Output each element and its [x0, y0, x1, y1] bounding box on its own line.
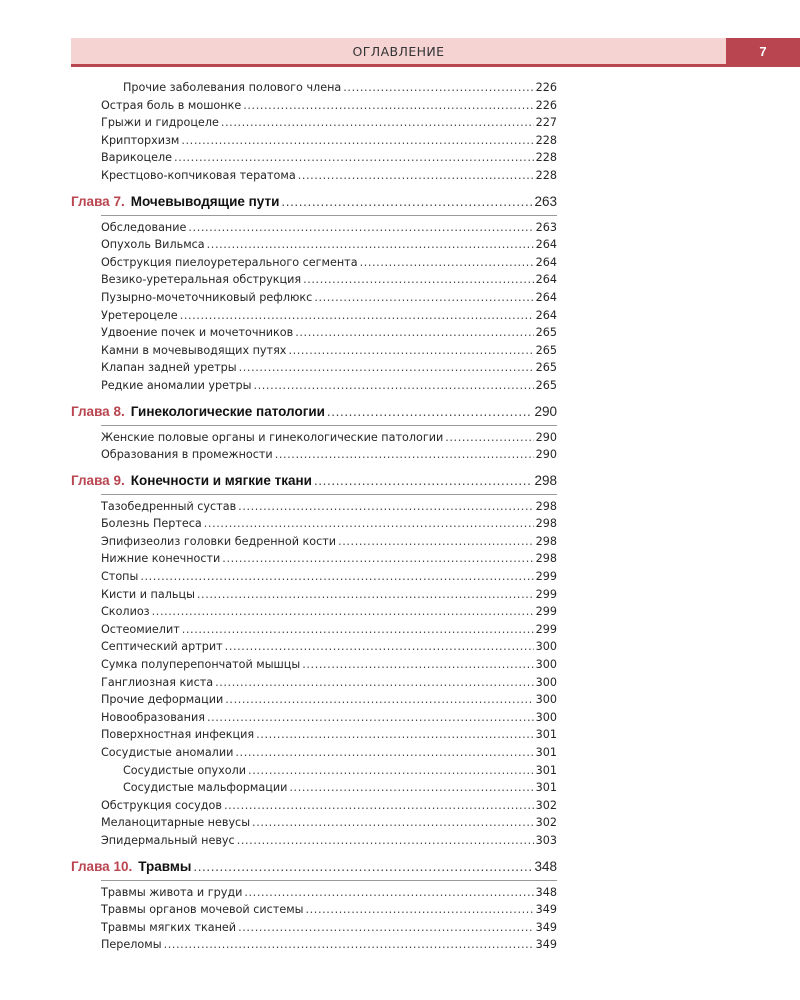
toc-entry[interactable] [71, 638, 557, 656]
toc-entry[interactable] [71, 132, 557, 150]
entry-title: Сколиоз [101, 605, 150, 619]
chapter-number: Глава 7. [71, 193, 125, 209]
entry-title: Кисти и пальцы [101, 587, 195, 601]
entry-page-number: 301 [535, 763, 557, 777]
entry-title: Везико-уретеральная обструкция [101, 273, 302, 287]
header-title: ОГЛАВЛЕНИЕ [352, 43, 445, 59]
entry-title: Удвоение почек и мочеточников [101, 326, 294, 340]
dot-leader [152, 603, 534, 621]
toc-subentry[interactable] [71, 79, 557, 97]
entry-title: Сумка полуперепончатой мышцы [101, 658, 301, 672]
entry-page-number: 264 [535, 238, 557, 252]
toc-entry[interactable] [71, 307, 557, 325]
chapter-title: Травмы [138, 858, 192, 874]
dot-leader [197, 586, 534, 604]
entry-page-number: 227 [535, 116, 557, 130]
dot-leader [174, 149, 534, 167]
dot-leader [248, 762, 534, 780]
entry-title: Клапан задней уретры [101, 361, 237, 375]
entry-title: Обструкция сосудов [101, 798, 222, 812]
entry-title: Травмы органов мочевой системы [101, 903, 304, 917]
entry-title: Редкие аномалии уретры [101, 378, 252, 392]
entry-title: Поверхностная инфекция [101, 728, 255, 742]
entry-title: Болезнь Пертеса [101, 517, 202, 531]
entry-title: Септический артрит [101, 640, 223, 654]
toc-entry[interactable] [71, 219, 557, 237]
entry-page-number: 302 [535, 798, 557, 812]
dot-leader [224, 797, 534, 815]
dot-leader [235, 744, 533, 762]
dot-leader [343, 79, 533, 97]
entry-title: Уретероцеле [101, 308, 178, 322]
entry-page-number: 265 [535, 361, 557, 375]
page-number: 7 [759, 43, 767, 59]
dot-leader [238, 498, 533, 516]
toc-entry[interactable] [71, 884, 557, 902]
dot-leader [314, 289, 533, 307]
entry-title: Ганглиозная киста [101, 675, 214, 689]
entry-page-number: 301 [535, 728, 557, 742]
entry-page-number: 299 [535, 622, 557, 636]
entry-page-number: 301 [535, 746, 557, 759]
dot-leader [252, 814, 534, 832]
dot-leader [243, 97, 533, 115]
entry-page-number: 265 [535, 326, 557, 340]
entry-page-number: 290 [535, 448, 557, 462]
dot-leader [215, 674, 534, 692]
entry-title: Травмы мягких тканей [101, 920, 237, 934]
toc-entry[interactable] [71, 550, 557, 568]
chapter-page-number: 298 [534, 472, 557, 488]
entry-title: Пузырно-мочеточниковый рефлюкс [101, 290, 313, 304]
entry-title: Сосудистые опухоли [123, 763, 247, 777]
toc-entry[interactable] [71, 586, 557, 604]
dot-leader [295, 324, 533, 342]
toc-entry[interactable] [71, 832, 557, 850]
toc-entry[interactable] [71, 498, 557, 516]
entry-page-number: 298 [535, 552, 557, 566]
entry-title: Варикоцеле [101, 151, 173, 165]
toc-entry[interactable] [71, 254, 557, 272]
entry-title: Сосудистые мальформации [123, 781, 288, 795]
dot-leader [207, 709, 534, 727]
entry-page-number: 290 [535, 430, 557, 444]
dot-leader [221, 114, 534, 132]
toc-entry[interactable] [71, 709, 557, 727]
chapter-divider [101, 880, 557, 881]
entry-title: Грыжи и гидроцеле [101, 116, 219, 130]
dot-leader [180, 307, 534, 325]
entry-title: Обследование [101, 220, 187, 234]
entry-page-number: 228 [535, 133, 557, 147]
chapter-divider [101, 494, 557, 495]
dot-leader [204, 515, 534, 533]
entry-title: Обструкция пиелоуретерального сегмента [101, 255, 358, 269]
entry-title: Образования в промежности [101, 448, 273, 462]
chapter-title: Гинекологические патологии [130, 403, 325, 419]
entry-title: Крипторхизм [101, 133, 180, 147]
entry-page-number: 301 [535, 781, 557, 795]
entry-page-number: 226 [535, 81, 557, 94]
dot-leader [181, 132, 533, 150]
toc-entry[interactable] [71, 324, 557, 342]
toc-entry[interactable] [71, 603, 557, 621]
entry-title: Новообразования [101, 710, 205, 724]
dot-leader [275, 446, 534, 464]
chapter-divider [101, 425, 557, 426]
chapter-heading[interactable] [71, 856, 557, 878]
dot-leader [289, 779, 533, 797]
chapter-number: Глава 10. [71, 858, 133, 874]
toc-subentry[interactable] [71, 762, 557, 780]
entry-page-number: 298 [535, 534, 557, 548]
chapter-heading[interactable] [71, 470, 557, 492]
toc-entry[interactable] [71, 936, 557, 954]
dot-leader [298, 167, 534, 185]
dot-leader [281, 191, 532, 213]
dot-leader [445, 429, 533, 447]
entry-page-number: 300 [535, 675, 557, 689]
toc-entry[interactable] [71, 167, 557, 185]
toc-entry[interactable] [71, 797, 557, 815]
entry-title: Камни в мочевыводящих путях [101, 343, 287, 357]
entry-page-number: 265 [535, 378, 557, 392]
toc-entry[interactable] [71, 271, 557, 289]
entry-page-number: 299 [535, 587, 557, 601]
toc-entry[interactable] [71, 377, 557, 395]
dot-leader [140, 568, 533, 586]
toc-entry[interactable] [71, 621, 557, 639]
dot-leader [288, 342, 533, 360]
page-number-badge [726, 38, 800, 64]
entry-page-number: 300 [535, 658, 557, 672]
toc-entry[interactable] [71, 114, 557, 132]
toc-entry[interactable] [71, 901, 557, 919]
entry-page-number: 264 [535, 255, 557, 269]
toc-entry[interactable] [71, 446, 557, 464]
chapter-page-number: 263 [534, 193, 557, 209]
toc-entry[interactable] [71, 568, 557, 586]
entry-page-number: 349 [535, 903, 557, 917]
chapter-number: Глава 8. [71, 403, 125, 419]
entry-page-number: 264 [535, 290, 557, 304]
chapter-heading[interactable] [71, 401, 557, 423]
entry-page-number: 300 [535, 693, 557, 707]
entry-page-number: 298 [535, 499, 557, 513]
toc-entry[interactable] [71, 674, 557, 692]
entry-title: Остеомиелит [101, 622, 180, 636]
entry-page-number: 299 [535, 605, 557, 619]
entry-page-number: 228 [535, 168, 557, 182]
entry-page-number: 263 [535, 220, 557, 234]
entry-title: Нижние конечности [101, 552, 221, 566]
toc-entry[interactable] [71, 515, 557, 533]
dot-leader [164, 936, 534, 954]
entry-title: Прочие деформации [101, 693, 224, 707]
entry-title: Эпидермальный невус [101, 833, 235, 847]
entry-page-number: 299 [535, 570, 557, 584]
entry-title: Сосудистые аномалии [101, 746, 234, 759]
chapter-page-number: 290 [534, 403, 557, 419]
toc-entry[interactable] [71, 149, 557, 167]
dot-leader [244, 884, 533, 902]
entry-title: Травмы живота и груди [101, 885, 243, 899]
chapter-divider [101, 215, 557, 216]
entry-page-number: 226 [535, 98, 557, 112]
entry-title: Острая боль в мошонке [101, 98, 242, 112]
entry-page-number: 264 [535, 273, 557, 287]
dot-leader [302, 656, 533, 674]
entry-title: Женские половые органы и гинекологические патологии [101, 430, 444, 444]
table-of-contents [71, 79, 557, 954]
entry-title: Стопы [101, 570, 139, 584]
entry-page-number: 349 [535, 920, 557, 934]
chapter-number: Глава 9. [71, 472, 125, 488]
dot-leader [314, 470, 533, 492]
chapter-heading[interactable] [71, 191, 557, 213]
toc-entry[interactable] [71, 533, 557, 551]
toc-entry[interactable] [71, 97, 557, 115]
toc-subentry[interactable] [71, 779, 557, 797]
toc-entry[interactable] [71, 656, 557, 674]
chapter-title: Конечности и мягкие ткани [130, 472, 312, 488]
dot-leader [327, 401, 533, 423]
chapter-page-number: 348 [534, 858, 557, 874]
dot-leader [237, 832, 534, 850]
toc-entry[interactable] [71, 814, 557, 832]
entry-page-number: 298 [535, 517, 557, 531]
dot-leader [225, 691, 533, 709]
entry-page-number: 264 [535, 308, 557, 322]
entry-page-number: 300 [535, 640, 557, 654]
dot-leader [238, 919, 534, 937]
dot-leader [256, 726, 533, 744]
toc-entry[interactable] [71, 289, 557, 307]
toc-entry[interactable] [71, 919, 557, 937]
toc-entry[interactable] [71, 429, 557, 447]
toc-entry[interactable] [71, 359, 557, 377]
dot-leader [306, 901, 534, 919]
entry-title: Переломы [101, 938, 162, 952]
toc-entry[interactable] [71, 744, 557, 762]
entry-title: Крестцово-копчиковая тератома [101, 168, 296, 182]
entry-title: Прочие заболевания полового члена [123, 81, 342, 94]
dot-leader [338, 533, 534, 551]
entry-page-number: 303 [535, 833, 557, 847]
entry-page-number: 302 [535, 816, 557, 830]
dot-leader [253, 377, 533, 395]
entry-page-number: 228 [535, 151, 557, 165]
dot-leader [239, 359, 534, 377]
entry-title: Тазобедренный сустав [101, 499, 237, 513]
toc-entry[interactable] [71, 691, 557, 709]
dot-leader [225, 638, 534, 656]
chapter-title: Мочевыводящие пути [130, 193, 280, 209]
entry-page-number: 265 [535, 343, 557, 357]
entry-title: Эпифизеолиз головки бедренной кости [101, 534, 337, 548]
dot-leader [303, 271, 534, 289]
toc-entry[interactable] [71, 236, 557, 254]
dot-leader [360, 254, 534, 272]
toc-entry[interactable] [71, 726, 557, 744]
entry-title: Меланоцитарные невусы [101, 816, 251, 830]
dot-leader [207, 236, 534, 254]
dot-leader [182, 621, 534, 639]
dot-leader [188, 219, 533, 237]
toc-entry[interactable] [71, 342, 557, 360]
running-header [71, 38, 726, 64]
entry-title: Опухоль Вильмса [101, 238, 205, 252]
entry-page-number: 348 [535, 885, 557, 899]
header-rule [71, 64, 800, 67]
entry-page-number: 300 [535, 710, 557, 724]
dot-leader [193, 856, 532, 878]
entry-page-number: 349 [535, 938, 557, 952]
dot-leader [222, 550, 533, 568]
